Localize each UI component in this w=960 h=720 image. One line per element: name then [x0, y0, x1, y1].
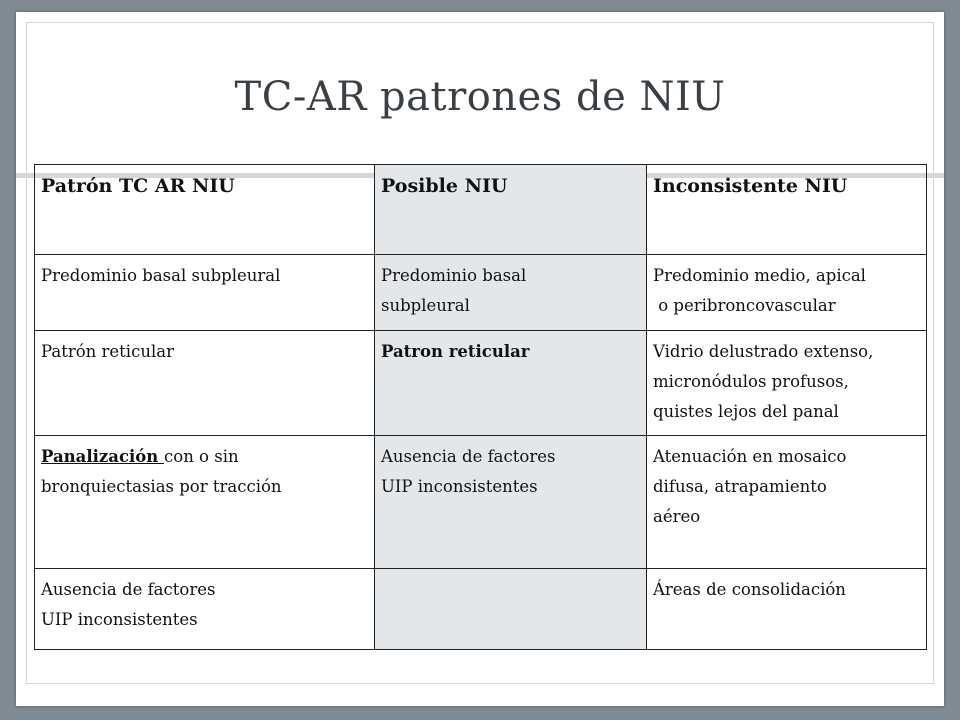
cell-line: o peribroncovascular [653, 296, 836, 315]
cell-line: aéreo [653, 507, 701, 526]
header-posible: Posible NIU [375, 165, 647, 255]
cell-line: Vidrio delustrado extenso, [653, 342, 874, 361]
cell-line: bronquiectasias por tracción [41, 477, 282, 496]
cell-line: Ausencia de factores [41, 580, 216, 599]
underlined-term: Panalización [41, 447, 165, 466]
table-cell [647, 569, 927, 650]
niu-patterns-table [34, 164, 927, 650]
cell-text: con o sin [164, 447, 239, 466]
cell-line [41, 442, 368, 472]
slide-title: TC-AR patrones de NIU [234, 74, 726, 120]
table-row [35, 255, 927, 331]
table-cell [35, 436, 375, 569]
table-row [35, 331, 927, 436]
header-patron: Patrón TC AR NIU [35, 165, 375, 255]
cell-line: Atenuación en mosaico [653, 447, 847, 466]
cell-line: quistes lejos del panal [653, 402, 839, 421]
cell-line: difusa, atrapamiento [653, 477, 827, 496]
table-cell [375, 255, 647, 331]
table-row [35, 436, 927, 569]
cell-line: subpleural [381, 296, 470, 315]
table-cell [647, 331, 927, 436]
cell-text: Predominio basal subpleural [41, 266, 281, 285]
cell-text: Patron reticular [381, 342, 530, 361]
table-row [35, 569, 927, 650]
table-cell [647, 436, 927, 569]
cell-text: Patrón reticular [41, 342, 174, 361]
cell-line: Predominio medio, apical [653, 266, 866, 285]
table-cell [35, 255, 375, 331]
table-cell [35, 331, 375, 436]
table-cell-empty [375, 569, 647, 650]
cell-line: UIP inconsistentes [381, 477, 538, 496]
table-cell [647, 255, 927, 331]
cell-line: Ausencia de factores [381, 447, 556, 466]
table-header-row [35, 165, 927, 255]
slide [16, 12, 944, 706]
table-cell [375, 331, 647, 436]
cell-line: micronódulos profusos, [653, 372, 849, 391]
table-cell [35, 569, 375, 650]
cell-line: UIP inconsistentes [41, 610, 198, 629]
header-inconsistente: Inconsistente NIU [647, 165, 927, 255]
table-cell [375, 436, 647, 569]
cell-line: Predominio basal [381, 266, 527, 285]
cell-text: Áreas de consolidación [653, 580, 846, 599]
